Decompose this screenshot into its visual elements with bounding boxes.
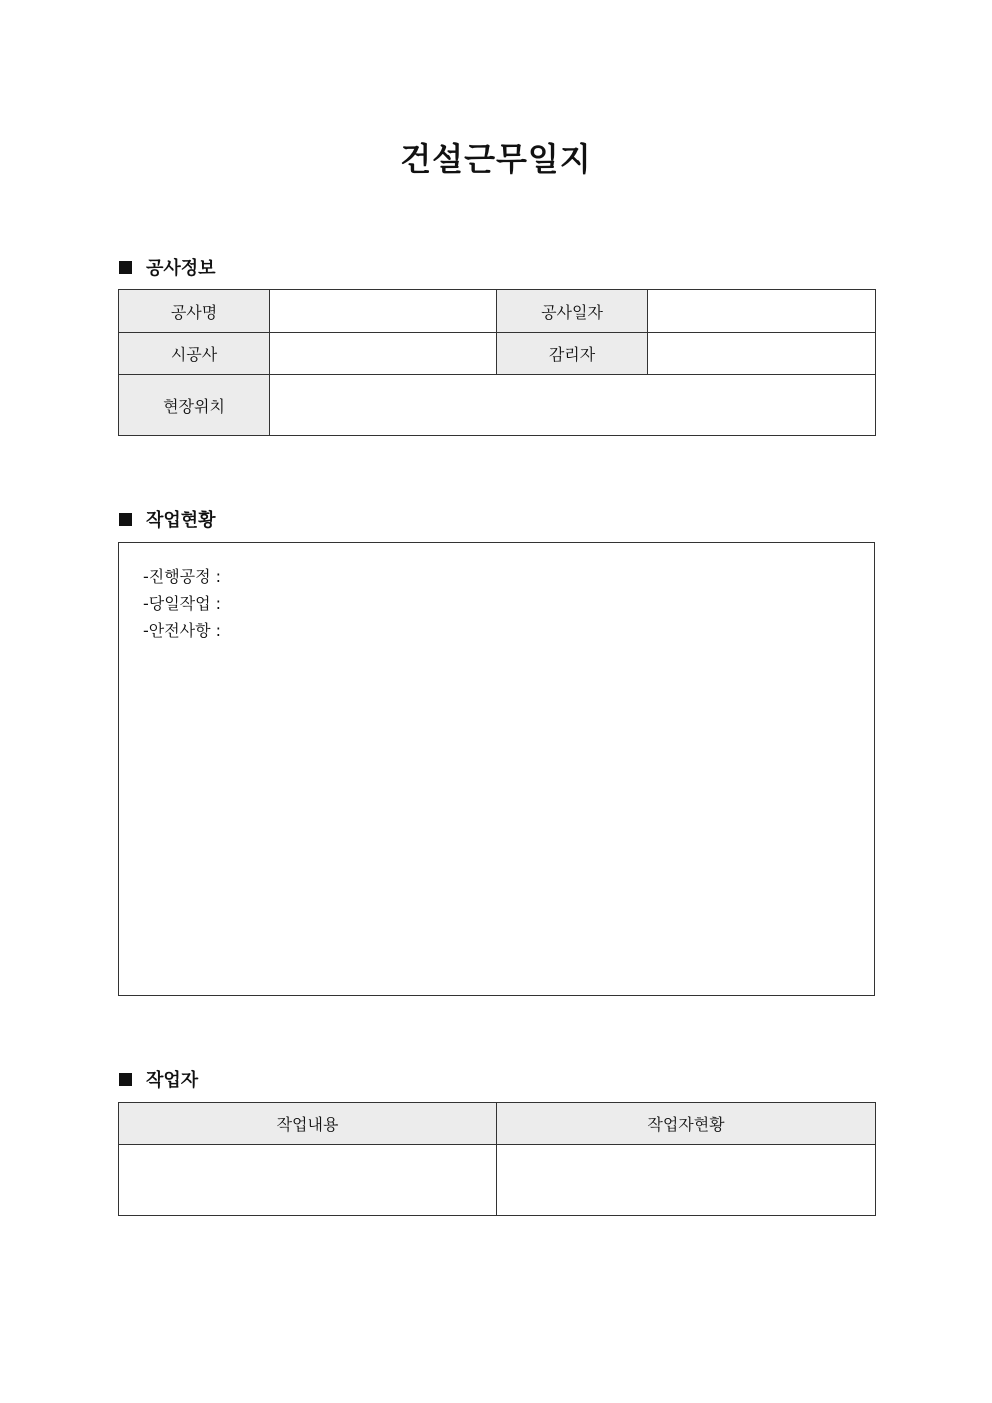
work-line-safety: -안전사항 : (143, 621, 222, 640)
supervisor-field[interactable] (648, 333, 876, 375)
worker-status-header: 작업자현황 (497, 1103, 876, 1145)
work-status-lines (143, 563, 221, 644)
table-row (119, 1103, 876, 1145)
section-heading-work-status (119, 506, 216, 532)
square-bullet-icon (119, 261, 132, 274)
project-name-label: 공사명 (119, 290, 270, 333)
work-line-progress: -진행공정 : (143, 567, 222, 586)
section-heading-workers (119, 1066, 198, 1092)
workers-table (118, 1102, 876, 1216)
section-heading-label: 공사정보 (146, 258, 216, 279)
square-bullet-icon (119, 513, 132, 526)
table-row (119, 333, 876, 375)
work-status-box[interactable] (118, 542, 875, 996)
document-title: 건설근무일지 (400, 140, 592, 178)
project-info-table (118, 289, 876, 436)
table-row (119, 375, 876, 436)
table-row (119, 290, 876, 333)
section-heading-label: 작업현황 (146, 510, 216, 531)
section-heading-project-info (119, 254, 216, 280)
site-location-field[interactable] (270, 375, 876, 436)
project-date-field[interactable] (648, 290, 876, 333)
site-location-label: 현장위치 (119, 375, 270, 436)
contractor-label: 시공사 (119, 333, 270, 375)
project-date-label: 공사일자 (497, 290, 648, 333)
square-bullet-icon (119, 1073, 132, 1086)
table-row (119, 1145, 876, 1216)
work-line-daily-task: -당일작업 : (143, 594, 222, 613)
work-content-field[interactable] (119, 1145, 497, 1216)
project-name-field[interactable] (270, 290, 497, 333)
contractor-field[interactable] (270, 333, 497, 375)
supervisor-label: 감리자 (497, 333, 648, 375)
section-heading-label: 작업자 (146, 1070, 199, 1091)
work-content-header: 작업내용 (119, 1103, 497, 1145)
worker-status-field[interactable] (497, 1145, 876, 1216)
